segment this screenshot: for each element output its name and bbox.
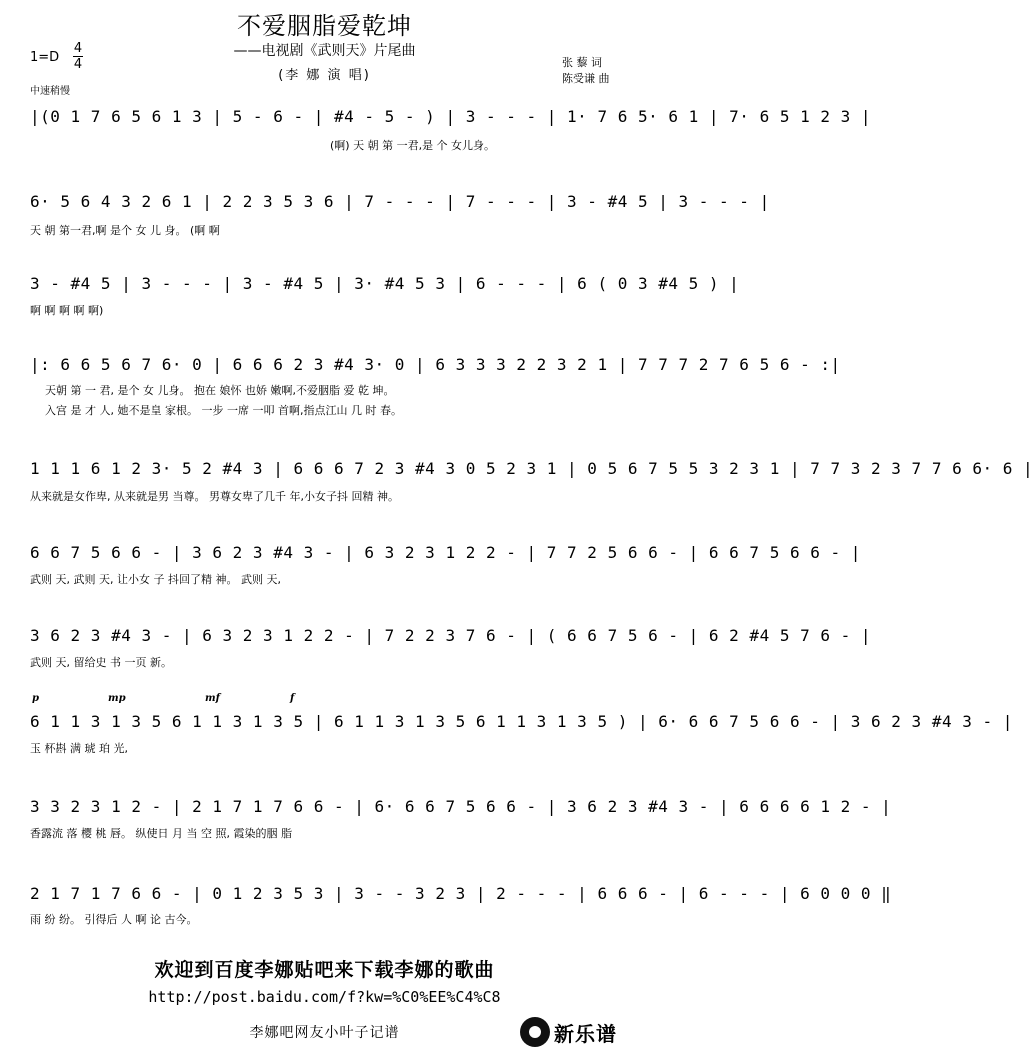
key-signature: 1=D <box>30 50 60 65</box>
singer-credit: (李 娜 演 唱) <box>278 68 371 83</box>
site-logo[interactable] <box>520 1017 617 1047</box>
dynamic-mark: f <box>290 693 295 704</box>
score-line-2: 6· 5 6 4 3 2 6 1 | 2 2 3 5 3 6 | 7 - - - | 7 - - - | 3 - #4 5 | 3 - - - | <box>30 192 770 211</box>
lyric-line-5: 从来就是女作卑, 从来就是男 当尊。 男尊女卑了几千 年,小女子抖 回精 神。 <box>30 490 399 503</box>
lyric-line-8: 玉 杯斟 满 琥 珀 光, <box>30 742 128 755</box>
download-banner: 欢迎到百度李娜贴吧来下载李娜的歌曲 <box>154 959 495 981</box>
lyric-line-1: (啊) 天 朝 第 一君,是 个 女儿身。 <box>330 139 496 152</box>
score-line-5: 1 1 1 6 1 2 3· 5 2 #4 3 | 6 6 6 7 2 3 #4 3 0 5 2 3 1 | 0 5 6 7 5 5 3 2 3 1 | 7 7 3 2 3 7 7 6 6· 6 | <box>30 459 1033 478</box>
time-signature-bottom: 4 <box>73 57 83 72</box>
score-line-6: 6 6 7 5 6 6 - | 3 6 2 3 #4 3 - | 6 3 2 3 1 2 2 - | 7 7 2 5 6 6 - | 6 6 7 5 6 6 - | <box>30 543 861 562</box>
tempo-marking: 中速稍慢 <box>30 86 70 97</box>
time-signature <box>73 42 83 71</box>
score-line-10: 2 1 7 1 7 6 6 - | 0 1 2 3 5 3 | 3 - - 3 2 3 | 2 - - - | 6 6 6 - | 6 - - - | 6 0 0 0 ‖ <box>30 884 892 903</box>
lyric-line-6: 武则 天, 武则 天, 让小女 子 抖回了精 神。 武则 天, <box>30 573 281 586</box>
lyric-line-10: 雨 纷 纷。 引得后 人 啊 论 古今。 <box>30 913 198 926</box>
transcriber-credit: 李娜吧网友小叶子记谱 <box>249 1025 400 1041</box>
lyricist-credit: 张 藜 词 <box>562 56 602 69</box>
score-line-3: 3 - #4 5 | 3 - - - | 3 - #4 5 | 3· #4 5 3 | 6 - - - | 6 ( 0 3 #4 5 ) | <box>30 274 740 293</box>
site-logo-text: 新乐谱 <box>554 1021 617 1046</box>
dynamic-mark: mf <box>205 693 220 704</box>
lyric-line-7: 武则 天, 留给史 书 一页 新。 <box>30 656 172 669</box>
dynamic-mark: mp <box>108 693 126 704</box>
lyric-line-4b: 入宫 是 才 人, 她不是皇 家根。 一步 一席 一叩 首啊,指点江山 几 时 春。 <box>45 404 402 417</box>
song-title: 不爱胭脂爱乾坤 <box>237 12 412 40</box>
score-line-9: 3 3 2 3 1 2 - | 2 1 7 1 7 6 6 - | 6· 6 6 7 5 6 6 - | 3 6 2 3 #4 3 - | 6 6 6 6 1 2 - | <box>30 797 892 816</box>
song-subtitle: ——电视剧《武则天》片尾曲 <box>233 43 416 59</box>
lyric-line-9: 香露流 落 樱 桃 唇。 纵使日 月 当 空 照, 霞染的胭 脂 <box>30 827 292 840</box>
score-line-4: |: 6 6 5 6 7 6· 0 | 6 6 6 2 3 #4 3· 0 | 6 3 3 3 2 2 3 2 1 | 7 7 7 2 7 6 5 6 - :| <box>30 355 841 374</box>
time-signature-top: 4 <box>73 41 83 56</box>
composer-credit: 陈受谦 曲 <box>562 72 610 85</box>
score-line-1: |(0 1 7 6 5 6 1 3 | 5 - 6 - | #4 - 5 - ) | 3 - - - | 1· 7 6 5· 6 1 | 7· 6 5 1 2 3 | <box>30 107 872 126</box>
lyric-line-4a: 天朝 第 一 君, 是个 女 儿身。 抱在 娘怀 也娇 嫩啊,不爱胭脂 爱 乾 坤。 <box>45 384 395 397</box>
lyric-line-3: 啊 啊 啊 啊 啊) <box>30 304 104 317</box>
score-line-7: 3 6 2 3 #4 3 - | 6 3 2 3 1 2 2 - | 7 2 2 3 7 6 - | ( 6 6 7 5 6 - | 6 2 #4 5 7 6 - | <box>30 626 872 645</box>
lyric-line-2: 天 朝 第一君,啊 是个 女 儿 身。 (啊 啊 <box>30 224 220 237</box>
dynamic-mark: p <box>32 693 39 704</box>
score-line-8: 6 1 1 3 1 3 5 6 1 1 3 1 3 5 | 6 1 1 3 1 3 5 6 1 1 3 1 3 5 ) | 6· 6 6 7 5 6 6 - | 3 6 2 3 #4 3 - | <box>30 712 1013 731</box>
music-disc-icon <box>520 1017 550 1047</box>
tieba-link[interactable]: http://post.baidu.com/f?kw=%C0%EE%C4%C8 <box>148 988 501 1006</box>
